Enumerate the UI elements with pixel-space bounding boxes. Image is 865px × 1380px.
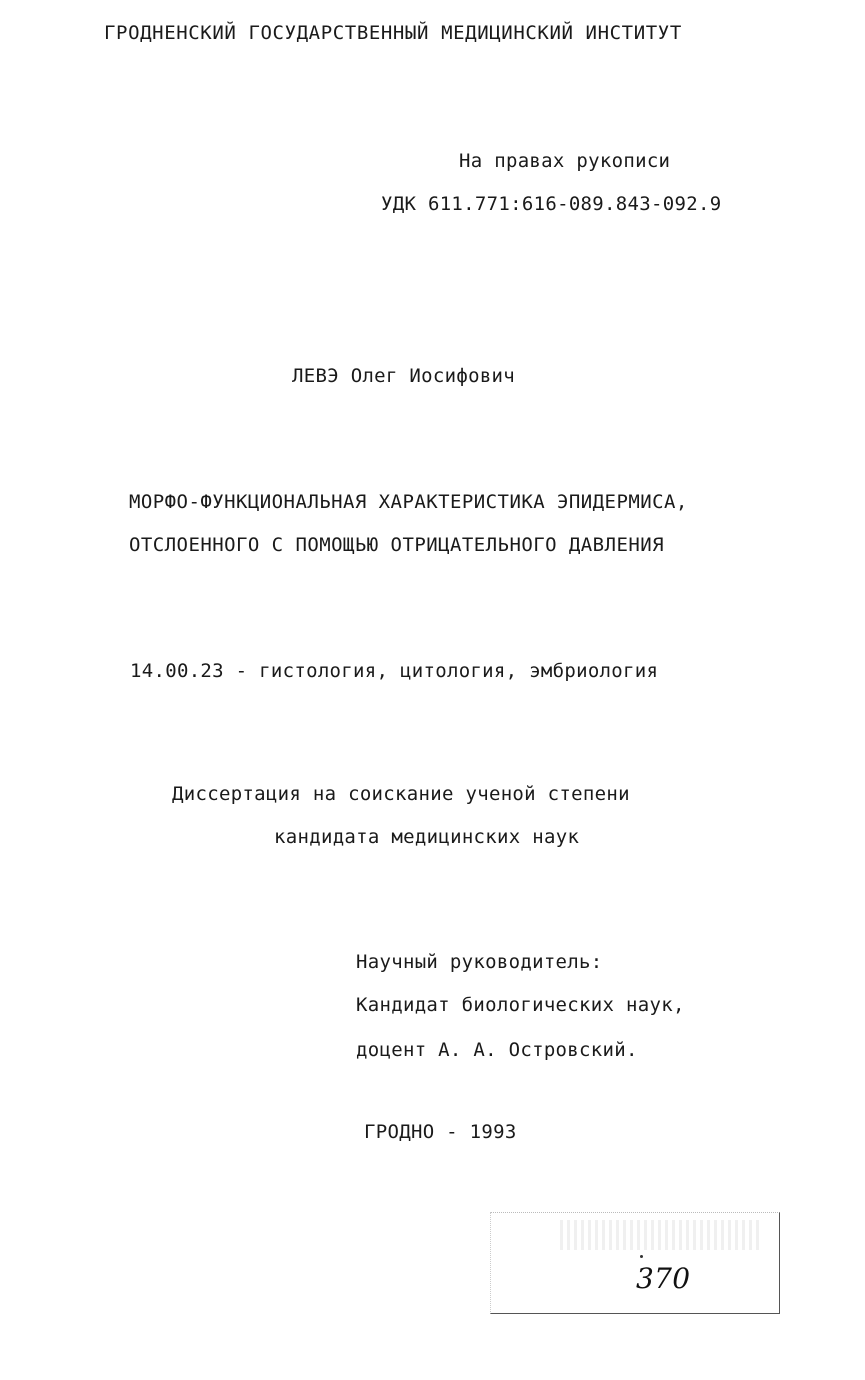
supervisor-name: доцент А. А. Островский. bbox=[356, 1039, 638, 1061]
manuscript-rights: На правах рукописи bbox=[459, 150, 671, 172]
institute-name: ГРОДНЕНСКИЙ ГОСУДАРСТВЕННЫЙ МЕДИЦИНСКИЙ ИНСТИТУТ bbox=[104, 22, 682, 44]
faded-stamp bbox=[560, 1220, 760, 1250]
dissertation-line-2: кандидата медицинских наук bbox=[274, 826, 580, 848]
author-name: ЛЕВЭ Олег Иосифович bbox=[292, 365, 516, 387]
specialty: 14.00.23 - гистология, цитология, эмбриология bbox=[130, 660, 659, 682]
city-year: ГРОДНО - 1993 bbox=[364, 1121, 517, 1143]
ink-dot bbox=[640, 1255, 643, 1258]
handwritten-number: 370 bbox=[636, 1262, 691, 1295]
title-line-2: ОТСЛОЕННОГО С ПОМОЩЬЮ ОТРИЦАТЕЛЬНОГО ДАВЛЕНИЯ bbox=[129, 534, 665, 556]
supervisor-degree: Кандидат биологических наук, bbox=[356, 994, 685, 1016]
udk-code: УДК 611.771:616-089.843-092.9 bbox=[381, 193, 722, 215]
title-line-1: МОРФО-ФУНКЦИОНАЛЬНАЯ ХАРАКТЕРИСТИКА ЭПИДЕРМИСА, bbox=[129, 491, 688, 513]
dissertation-line-1: Диссертация на соискание ученой степени bbox=[172, 783, 630, 805]
supervisor-heading: Научный руководитель: bbox=[356, 951, 603, 973]
